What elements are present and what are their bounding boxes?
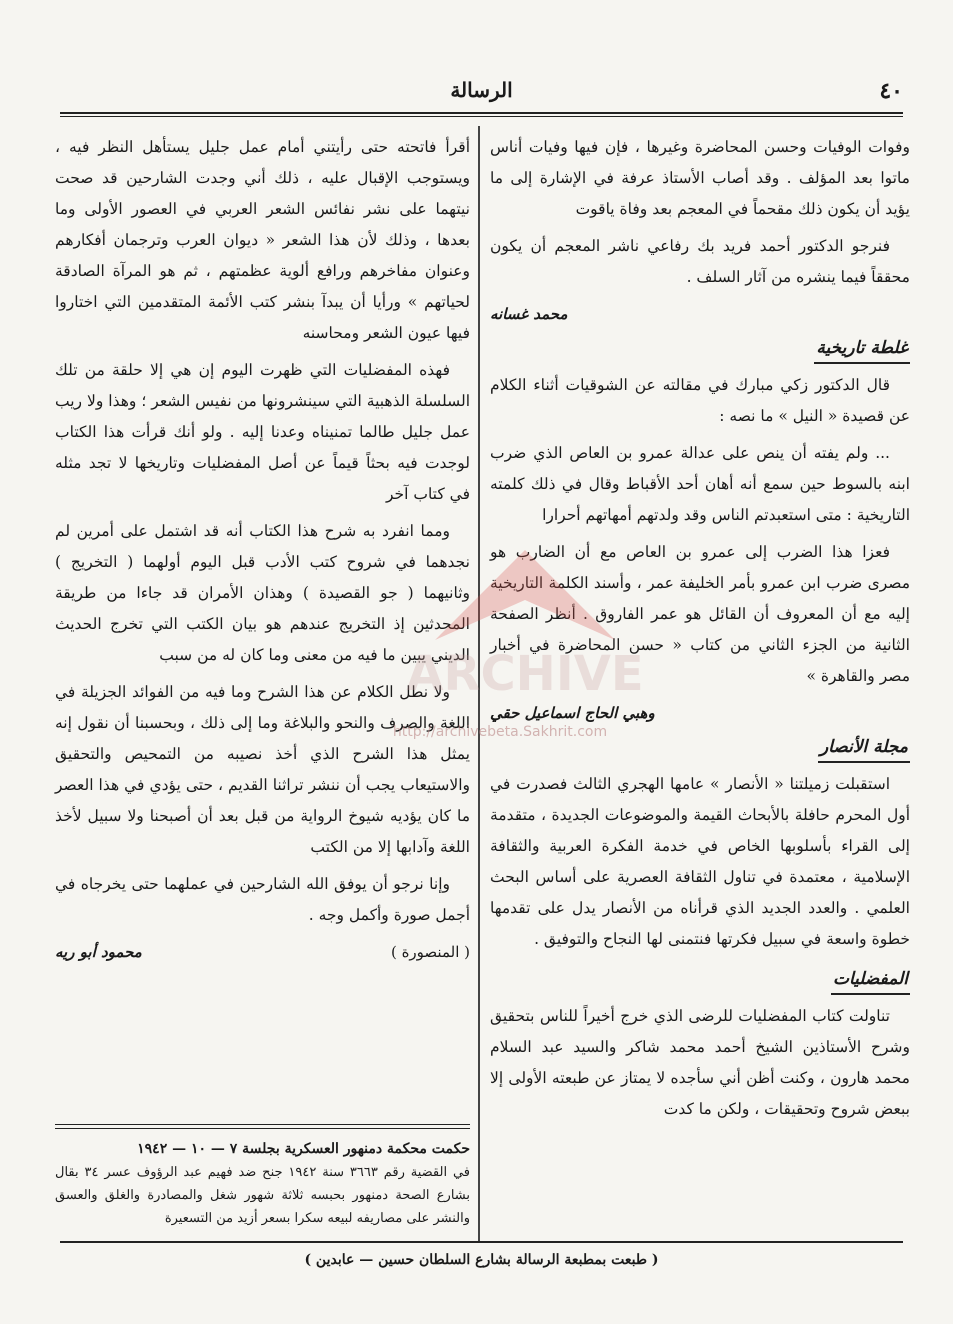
notice-rule-bottom — [55, 1128, 470, 1129]
notice-rule-top — [55, 1124, 470, 1125]
left-paragraph-2: فهذه المفضليات التي ظهرت اليوم إن هي إلا حلقة من تلك السلسلة الذهبية التي سينشرونها من نفيس الشعر ؛ وهذا ولا ريب عمل جليل طالما تمنيناه وعدنا إليه . ولو أنك قرأت هذا الكتاب لوجدت فيه بحثاً قيماً عن أصل المفضليات وتاريخها لا تجد مثله في كتاب آخر — [55, 361, 470, 503]
left-paragraph-5: وإنا نرجو أن يوفق الله الشارحين في عملهما حتى يخرجاه في أجمل صورة وأكمل وجه . — [55, 875, 470, 924]
left-column — [55, 132, 470, 968]
intro-paragraph-2: فنرجو الدكتور أحمد فريد بك رفاعي ناشر المعجم أن يكون محققاً فيما ينشره من آثار السلف . — [490, 237, 910, 286]
historical-error-paragraph-3: فعزا هذا الضرب إلى عمرو بن العاص مع أن الضارب هو مصرى ضرب ابن عمرو بأمر الخليفة عمر ، وأسند الكلمة التاريخية إليه مع أن المعروف أن القائل هو عمر الفاروق . أنظر الصفحة الثانية من الجزء الثاني من كتاب « حسن المحاضرة في أخبار مصر والقاهرة » — [490, 543, 910, 685]
historical-error-signature: وهبي الحاج اسماعيل حقي — [490, 704, 655, 722]
court-notice-body: في القضية رقم ٣٦٦٣ سنة ١٩٤٢ جنح ضد فهيم عبد الرؤوف عسر ٣٤ بقال بشارع الصحة دمنهور بحبسه ثلاثة شهور شغل والمصادرة والغلق والعسق والنشر على مصاريفه لبيعه سكرا بسعر أزيد من التسعيرة — [55, 1165, 470, 1226]
court-notice — [55, 1138, 470, 1230]
ansar-paragraph: استقبلت زميلتنا « الأنصار » عامها الهجري الثالث فصدرت في أول المحرم حافلة بالأبحاث القيمة والموضوعات الجديدة ، متقدمة إلى القراء بأسلوبها الخاص في خدمة الفكرة العربية والثقافة الإسلامية ، معتمدة في تناول الثقافة العصرية على أساس البحث العلمي . والعدد الجديد الذي قرأناه من الأنصار يدل على تقدمها خطوة واسعة في سبيل فكرتها فنتمنى لها النجاح والتوفيق . — [490, 775, 910, 948]
column-divider — [478, 126, 480, 1241]
page-number: ٤٠ — [879, 78, 903, 104]
printer-imprint: ( طبعت بمطبعة الرسالة بشارع السلطان حسين — عابدين ) — [304, 1252, 659, 1268]
court-notice-heading: حكمت محكمة دمنهور العسكرية بجلسة ٧ — ١٠ — ١٩٤٢ — [137, 1141, 470, 1157]
intro-paragraph-1: وفوات الوفيات وحسن المحاضرة وغيرها ، فإن فيها وفيات أناس ماتوا بعد المؤلف . وقد أصاب الأستاذ عرفة في الإشارة إلى ما يؤيد أن يكون ذلك مقحماً في المعجم بعد وفاة ياقوت — [490, 138, 910, 218]
historical-error-paragraph-2: ... ولم يفته أن ينص على عدالة عمرو بن العاص الذي ضرب ابنه بالسوط حين سمع أنه أهان أحد الأقباط وقال في ذلك كلمته التاريخية : متى استعبدتم الناس وقد ولدتهم أمهاتهم أحرارا — [490, 444, 910, 524]
left-paragraph-4: ولا نطل الكلام عن هذا الشرح وما فيه من الفوائد الجزيلة في اللغة والصرف والنحو والبلاغة وما إلى ذلك ، وبحسبنا أن نقول إنه يمثل هذا الشرح الذي أخذ نصيبه من التمحيص والتحقيق والاستيعاب يجب أن ننشر تراثنا القديم ، حتى يؤدي في هذا العصر ما كان يؤديه شيوخ الرواية من قبل بعد أن أصبحنا ولا سبيل لأخذ اللغة وآدابها إلا من الكتب — [55, 683, 470, 856]
header-rule — [60, 112, 903, 114]
author-location: ( المنصورة ) — [390, 943, 470, 961]
footer-rule — [60, 1241, 903, 1243]
header-rule-thin — [60, 116, 903, 117]
watermark-url: http://archivebeta.Sakhrit.com — [392, 724, 608, 740]
right-column — [490, 132, 910, 1131]
section-heading-ansar: مجلة الأنصار — [818, 735, 910, 763]
page-header — [60, 78, 903, 112]
section-heading-mufaddaliyat: المفضليات — [831, 967, 910, 995]
author-signature: محمود أبو ريه — [55, 943, 142, 961]
historical-error-paragraph-1: قال الدكتور زكي مبارك في مقالته عن الشوقيات أثناء الكلام عن قصيدة « النيل » ما نصه : — [490, 376, 910, 425]
left-signature-row — [55, 937, 470, 968]
watermark-text: ARCHIVE — [406, 646, 644, 702]
intro-signature: محمد غسانه — [490, 305, 568, 323]
section-heading-historical-error: غلطة تاريخية — [814, 336, 910, 364]
left-paragraph-3: ومما انفرد به شرح هذا الكتاب أنه قد اشتمل على أمرين لم نجدهما في شروح كتب الأدب قبل اليوم أولهما ( التخريج ) وثانيهما ( جو القصيدة ) وهذان الأمران قد جاءا من طريقة المحدثين إذ التخريج عندهم هو بيان الكتب التي تخرج الحديث الديني يبين ما فيه من معنى وما كان له من سبب — [55, 522, 470, 664]
mufaddaliyat-paragraph: تناولت كتاب المفضليات للرضى الذي خرج أخيراً للناس بتحقيق وشرح الأستاذين الشيخ أحمد محمد شاكر والسيد عبد السلام محمد هارون ، وكنت أظن أني سأجده لا يمتاز عن طبعته الأولى إلا ببعض شروح وتحقيقات ، ولكن ما كدت — [490, 1007, 910, 1118]
left-paragraph-1: أقرأ فاتحته حتى رأيتني أمام عمل جليل يستأهل النظر فيه ، ويستوجب الإقبال عليه ، ذلك أني وجدت الشارحين قد صحت نيتهما على نشر نفائس الشعر العربي في العصور الأولى وما بعدها ، وذلك لأن هذا الشعر « ديوان العرب وترجمان أفكارهم وعنوان مفاخرهم ورافع ألوية عظمتهم ، ثم هو المرآة الصادقة لحياتهم » ورأيا أن يبدآ بنشر كتب الأئمة المتقدمين التي اختاروا فيها عيون الشعر ومحاسنه — [55, 138, 470, 342]
magazine-title: الرسالة — [450, 78, 513, 102]
